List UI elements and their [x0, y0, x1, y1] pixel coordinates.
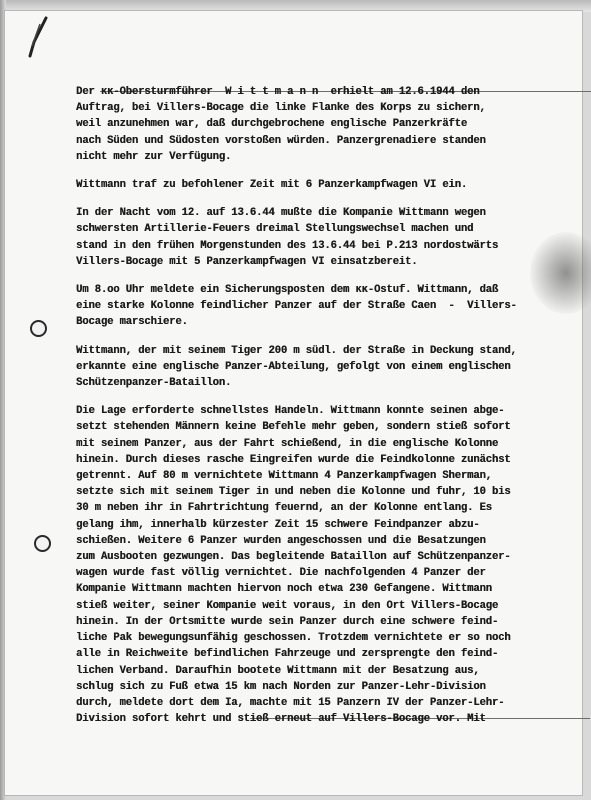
text-line: erkannte eine englische Panzer-Abteilung, gefolgt von einem englischen: [76, 360, 511, 373]
text-line: getrennt. Auf 80 m vernichtete Wittmann 4 Panzerkampfwagen Sherman,: [76, 470, 492, 483]
text-line: hinein. Durch dieses rasche Eingreifen wurde die Feindkolonne zunächst: [76, 453, 511, 466]
text-line: Die Lage erforderte schnellstes Handeln. Wittmann konnte seinen abge-: [76, 405, 505, 418]
text-line: Bocage marschiere.: [76, 316, 188, 329]
text-line: gelang ihm, innerhalb kürzester Zeit 15 schwere Feindpanzer abzu-: [76, 518, 480, 531]
text-line: Um 8.oo Uhr meldete ein Sicherungsposten dem ĸĸ-Ostuf. Wittmann, daß: [76, 284, 499, 297]
text-line: setzte sich mit seinem Tiger in und neben die Kolonne und fuhr, 10 bis: [76, 486, 511, 499]
text-line: Schützenpanzer-Bataillon.: [76, 377, 232, 390]
text-line: stieß weiter, seiner Kompanie weit voraus, in den Ort Villers-Bocage: [76, 599, 499, 612]
text-line: nicht mehr zur Verfügung.: [76, 150, 232, 163]
text-line: lichen Verband. Daraufhin bootete Wittmann mit der Besatzung aus,: [76, 664, 480, 677]
text-line: In der Nacht vom 12. auf 13.6.44 mußte die Kompanie Wittmann wegen: [76, 207, 486, 220]
text-line: mit seinem Panzer, aus der Fahrt schießend, in die englische Kolonne: [76, 437, 499, 450]
text-line: Auftrag, bei Villers-Bocage die linke Flanke des Korps zu sichern,: [76, 102, 486, 115]
text-line: wagen wurde fast völlig vernichtet. Die nachfolgenden 4 Panzer der: [76, 567, 486, 580]
paragraph: [76, 282, 576, 331]
text-line: stand in den frühen Morgenstunden des 13.6.44 bei P.213 nordostwärts: [76, 239, 499, 252]
text-line: Kompanie Wittmann machten hiervon noch etwa 230 Gefangene. Wittmann: [76, 583, 492, 596]
text-line: Division sofort kehrt und stieß erneut auf Villers-Bocage vor. Mit: [76, 713, 486, 726]
text-line: weil anzunehmen war, daß durchgebrochene englische Panzerkräfte: [76, 118, 468, 131]
text-line: eine starke Kolonne feindlicher Panzer auf der Straße Caen - Villers-: [76, 300, 517, 313]
paragraph: [76, 343, 576, 392]
text-line: schießen. Weitere 6 Panzer wurden angeschossen und die Besatzungen: [76, 534, 486, 547]
paragraph: [76, 403, 576, 727]
document-body: [76, 84, 576, 739]
text-line: nach Süden und Südosten vorstoßen würden. Panzergrenadiere standen: [76, 134, 486, 147]
text-line: schwersten Artillerie-Feuers dreimal Stellungswechsel machen und: [76, 223, 474, 236]
text-line: durch, meldete dort dem Ia, machte mit 15 Panzern IV der Panzer-Lehr-: [76, 696, 505, 709]
text-line: Wittmann, der mit seinem Tiger 200 m südl. der Straße in Deckung stand,: [76, 344, 517, 357]
paragraph: [76, 205, 576, 270]
text-line: Villers-Bocage mit 5 Panzerkampfwagen VI einsatzbereit.: [76, 255, 418, 268]
text-line: setzt stehenden Männern keine Befehle mehr geben, sondern stieß sofort: [76, 421, 511, 434]
text-line: zum Ausbooten gezwungen. Das begleitende Bataillon auf Schützenpanzer-: [76, 551, 511, 564]
text-line: alle in Reichweite befindlichen Fahrzeuge und zersprengte den feind-: [76, 648, 499, 661]
text-line: 30 m neben ihr in Fahrtrichtung feuernd, an der Kolonne entlang. Es: [76, 502, 492, 515]
paragraph: [76, 177, 576, 193]
text-line: Der ĸĸ-Obersturmführer W i t t m a n n erhielt am 12.6.1944 den: [76, 86, 480, 98]
punch-hole-icon: [34, 535, 51, 552]
pen-mark-icon: [26, 16, 54, 60]
paragraph: [76, 84, 576, 165]
text-line: schlug sich zu Fuß etwa 15 km nach Norden zur Panzer-Lehr-Division: [76, 680, 486, 693]
text-line: hinein. In der Ortsmitte wurde sein Panzer durch eine schwere feind-: [76, 615, 499, 628]
text-line: Wittmann traf zu befohlener Zeit mit 6 Panzerkampfwagen VI ein.: [76, 179, 468, 192]
text-line: liche Pak bewegungsunfähig geschossen. Trotzdem vernichtete er so noch: [76, 632, 511, 645]
punch-hole-icon: [30, 320, 47, 337]
